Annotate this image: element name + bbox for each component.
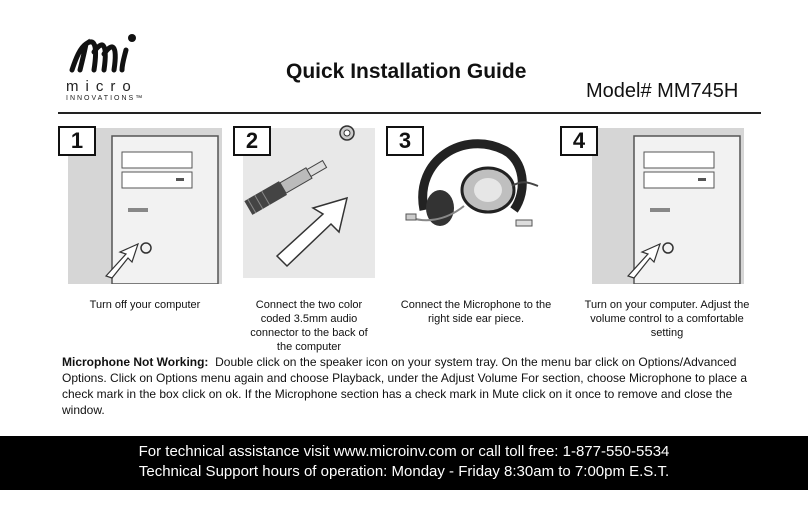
step-1-number: 1 [58, 126, 96, 156]
troubleshooting-text [62, 354, 758, 418]
support-footer [0, 436, 808, 490]
step-2-caption: Connect the two color coded 3.5mm audio connector to the back of the computer [250, 299, 368, 353]
step-1-caption: Turn off your computer [89, 299, 201, 311]
audio-jack-icon [338, 124, 356, 142]
page-title: Quick Installation Guide [286, 60, 527, 83]
model-number: Model# MM745H [586, 80, 739, 102]
brand-name: micro [66, 78, 138, 95]
step-3-image [404, 130, 544, 240]
troubleshooting-heading: Microphone Not Working: [62, 355, 209, 369]
step-4-number: 4 [560, 126, 598, 156]
support-hours-line: Technical Support hours of operation: Monday - Friday 8:30am to 7:00pm E.S.T. [138, 463, 670, 480]
step-3-caption: Connect the Microphone to the right side ear piece. [400, 299, 552, 325]
step-3-number: 3 [386, 126, 424, 156]
step-2-number: 2 [233, 126, 271, 156]
brand-monogram-logo [68, 30, 148, 78]
header-divider [58, 112, 761, 114]
step-4-caption: Turn on your computer. Adjust the volume control to a comfortable setting [584, 299, 750, 339]
support-contact-line: For technical assistance visit www.microinv.com or call toll free: 1-877-550-5534 [138, 443, 670, 460]
step-4-image [592, 128, 744, 284]
brand-subtitle: INNOVATIONS™ [66, 95, 145, 102]
troubleshooting-body: Double click on the speaker icon on your system tray. On the menu bar click on Options/Advanced Options. Click on Options menu again and choose Playback, under the Adjust Volume For section, choose Microphone to place a check mark in the box click on ok. If the Microphone section has a check mark in Mute click on it once to remove and close the window. [62, 355, 748, 417]
